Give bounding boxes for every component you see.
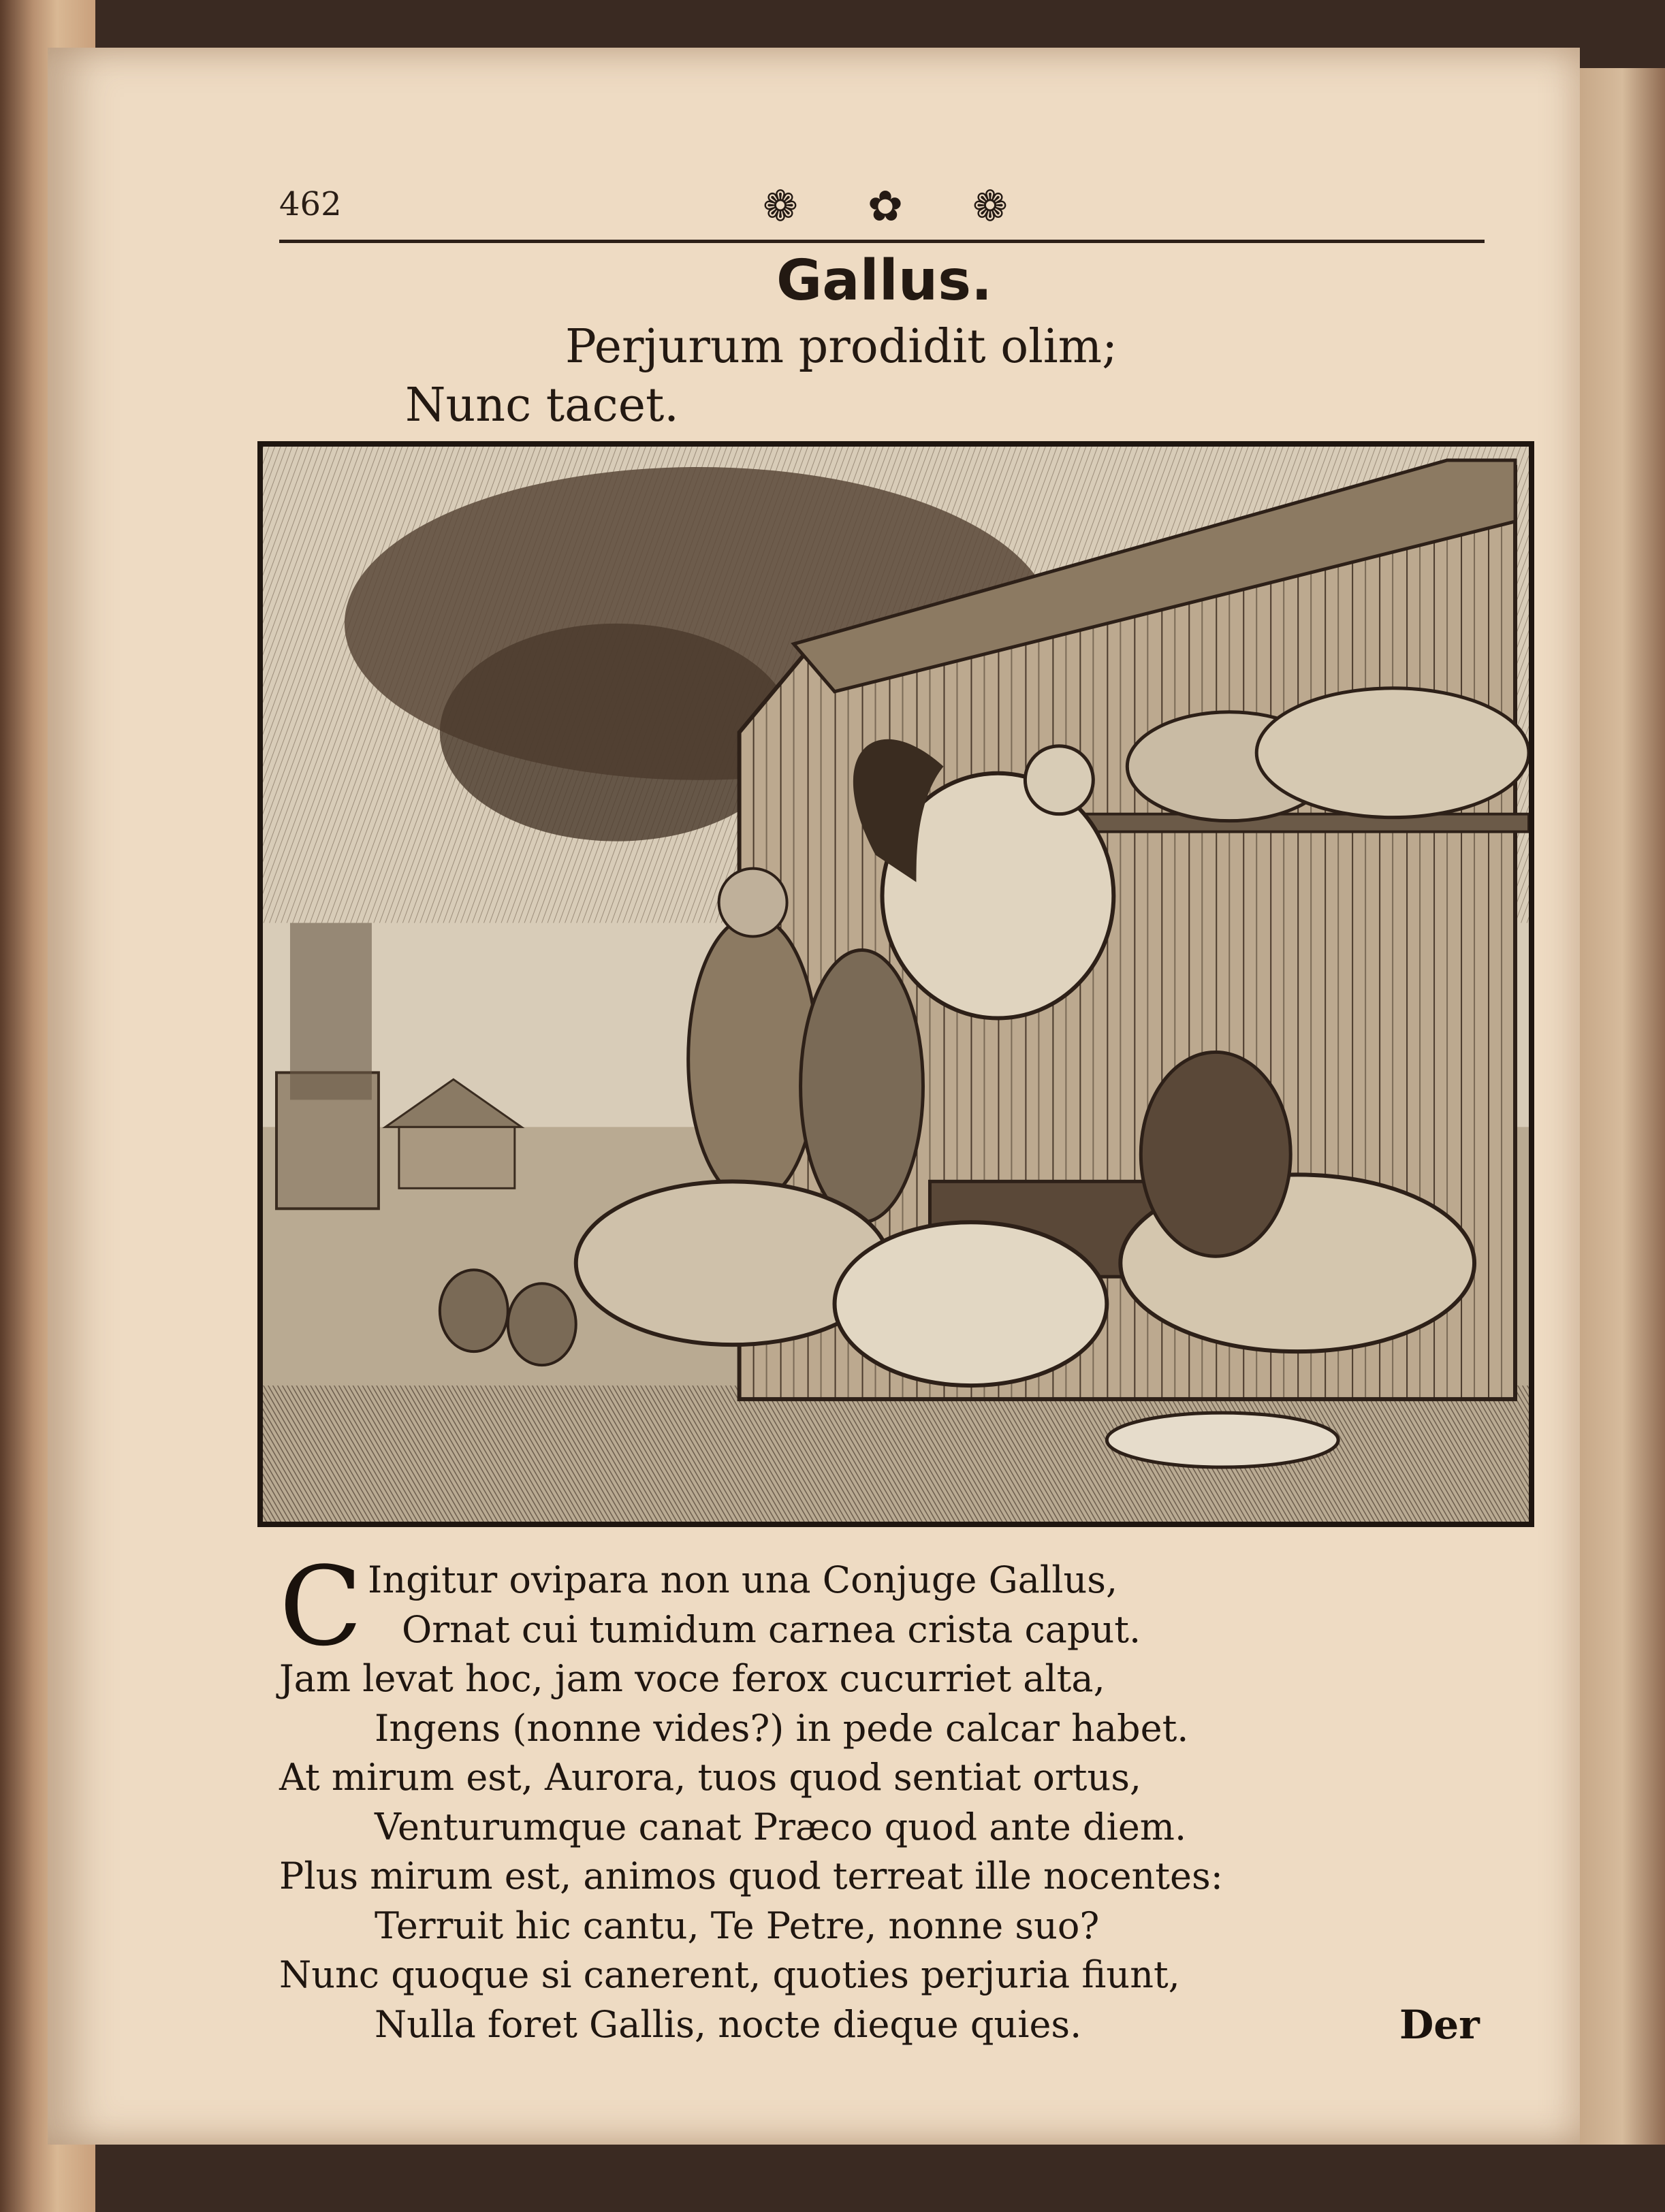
poem-text (279, 1543, 1301, 2049)
motto-line-2: Nunc tacet. (405, 379, 679, 432)
drop-cap: C (279, 1543, 363, 1670)
engraving-illustration (257, 441, 1534, 1527)
ornament-right-icon: ❁ (972, 180, 1008, 231)
poem-line: Ingens (nonne vides?) in pede calcar habet. (375, 1706, 1189, 1750)
next-page-edge (1580, 68, 1665, 2145)
poem-line: Nunc quoque si canerent, quoties perjuria fiunt, (279, 1953, 1180, 1996)
page-number: 462 (279, 185, 342, 223)
poem-line: Ingitur ovipara non una Conjuge Gallus, (368, 1558, 1118, 1601)
poem-line: At mirum est, Aurora, tuos quod sentiat ortus, (279, 1756, 1142, 1799)
page-title: Gallus. (776, 249, 993, 313)
motto-line-1: Perjurum prodidit olim; (565, 320, 1118, 374)
ornament-center-icon: ✿ (868, 180, 903, 231)
ornament-left-icon: ❁ (763, 180, 798, 231)
header-rule (279, 240, 1485, 243)
poem-line: Terruit hic cantu, Te Petre, nonne suo? (375, 1904, 1100, 1947)
poem-line: Nulla foret Gallis, nocte dieque quies. (375, 2002, 1082, 2046)
engraving-scene (263, 447, 1529, 1522)
poem-line: Plus mirum est, animos quod terreat ille nocentes: (279, 1855, 1223, 1897)
header-ornament (763, 178, 1008, 233)
poem-line: Ornat cui tumidum carnea crista caput. (402, 1607, 1141, 1651)
poem-line: Venturumque canat Præco quod ante diem. (375, 1805, 1187, 1848)
catchword: Der (1399, 2002, 1480, 2048)
poem-line: Jam levat hoc, jam voce ferox cucurriet alta, (279, 1657, 1105, 1700)
